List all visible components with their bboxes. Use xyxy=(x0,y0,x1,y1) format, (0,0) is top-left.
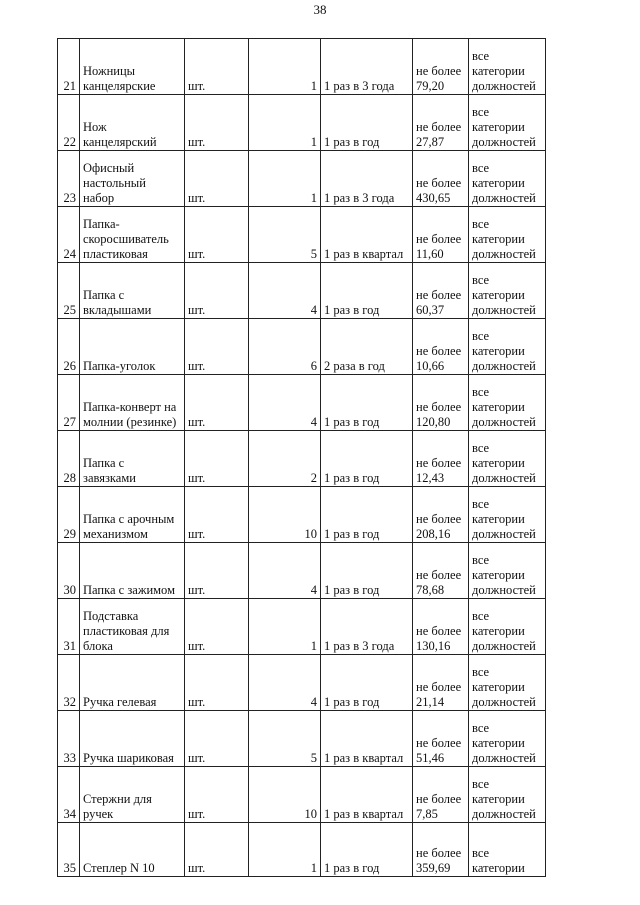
page-number: 38 xyxy=(313,2,327,17)
usage-period-cell: 1 раз в год xyxy=(321,543,413,599)
row-number-cell: 32 xyxy=(58,655,80,711)
max-price-cell: не более 11,60 xyxy=(413,207,469,263)
quantity-cell: 1 xyxy=(249,599,321,655)
max-price-cell: не более 208,16 xyxy=(413,487,469,543)
quantity-cell: 4 xyxy=(249,655,321,711)
table-row xyxy=(58,599,546,655)
quantity-cell: 10 xyxy=(249,487,321,543)
unit-of-measure-cell: шт. xyxy=(185,823,249,877)
unit-of-measure-cell: шт. xyxy=(185,487,249,543)
row-number-cell: 34 xyxy=(58,767,80,823)
item-name-cell: Подставка пластиковая для блока xyxy=(80,599,185,655)
max-price-cell: не более 10,66 xyxy=(413,319,469,375)
usage-period-cell: 1 раз в квартал xyxy=(321,767,413,823)
table-row xyxy=(58,711,546,767)
row-number-cell: 24 xyxy=(58,207,80,263)
table-row xyxy=(58,487,546,543)
usage-period-cell: 1 раз в квартал xyxy=(321,711,413,767)
quantity-cell: 5 xyxy=(249,207,321,263)
max-price-cell: не более 79,20 xyxy=(413,39,469,95)
item-name-cell: Папка-уголок xyxy=(80,319,185,375)
table-row xyxy=(58,263,546,319)
row-number-cell: 33 xyxy=(58,711,80,767)
quantity-cell: 1 xyxy=(249,151,321,207)
item-name-cell: Степлер N 10 xyxy=(80,823,185,877)
position-category-cell: все категории должностей xyxy=(469,263,546,319)
position-category-cell: все категории должностей xyxy=(469,151,546,207)
item-name-cell: Папка с арочным механизмом xyxy=(80,487,185,543)
item-name-cell: Нож канцелярский xyxy=(80,95,185,151)
unit-of-measure-cell: шт. xyxy=(185,95,249,151)
quantity-cell: 4 xyxy=(249,543,321,599)
unit-of-measure-cell: шт. xyxy=(185,431,249,487)
table-row xyxy=(58,319,546,375)
table-row xyxy=(58,95,546,151)
item-name-cell: Ручка гелевая xyxy=(80,655,185,711)
unit-of-measure-cell: шт. xyxy=(185,599,249,655)
row-number-cell: 26 xyxy=(58,319,80,375)
usage-period-cell: 1 раз в год xyxy=(321,431,413,487)
table-row xyxy=(58,823,546,877)
table-body xyxy=(58,39,546,877)
usage-period-cell: 1 раз в год xyxy=(321,823,413,877)
position-category-cell: все категории должностей xyxy=(469,543,546,599)
usage-period-cell: 1 раз в 3 года xyxy=(321,39,413,95)
position-category-cell: все категории должностей xyxy=(469,767,546,823)
quantity-cell: 10 xyxy=(249,767,321,823)
max-price-cell: не более 12,43 xyxy=(413,431,469,487)
table-row xyxy=(58,375,546,431)
supplies-table xyxy=(57,38,546,877)
max-price-cell: не более 60,37 xyxy=(413,263,469,319)
unit-of-measure-cell: шт. xyxy=(185,151,249,207)
position-category-cell: все категории должностей xyxy=(469,319,546,375)
unit-of-measure-cell: шт. xyxy=(185,767,249,823)
row-number-cell: 35 xyxy=(58,823,80,877)
max-price-cell: не более 359,69 xyxy=(413,823,469,877)
position-category-cell: все категории должностей xyxy=(469,207,546,263)
unit-of-measure-cell: шт. xyxy=(185,263,249,319)
row-number-cell: 23 xyxy=(58,151,80,207)
max-price-cell: не более 78,68 xyxy=(413,543,469,599)
unit-of-measure-cell: шт. xyxy=(185,207,249,263)
unit-of-measure-cell: шт. xyxy=(185,655,249,711)
max-price-cell: не более 7,85 xyxy=(413,767,469,823)
unit-of-measure-cell: шт. xyxy=(185,39,249,95)
row-number-cell: 28 xyxy=(58,431,80,487)
max-price-cell: не более 51,46 xyxy=(413,711,469,767)
position-category-cell: все категории должностей xyxy=(469,39,546,95)
quantity-cell: 1 xyxy=(249,823,321,877)
unit-of-measure-cell: шт. xyxy=(185,319,249,375)
item-name-cell: Офисный настольный набор xyxy=(80,151,185,207)
quantity-cell: 6 xyxy=(249,319,321,375)
position-category-cell: все категории должностей xyxy=(469,599,546,655)
position-category-cell: все категории должностей xyxy=(469,375,546,431)
item-name-cell: Папка с вкладышами xyxy=(80,263,185,319)
max-price-cell: не более 21,14 xyxy=(413,655,469,711)
row-number-cell: 27 xyxy=(58,375,80,431)
table-row xyxy=(58,39,546,95)
usage-period-cell: 1 раз в год xyxy=(321,95,413,151)
row-number-cell: 29 xyxy=(58,487,80,543)
unit-of-measure-cell: шт. xyxy=(185,543,249,599)
table-row xyxy=(58,207,546,263)
quantity-cell: 1 xyxy=(249,39,321,95)
item-name-cell: Ножницы канцелярские xyxy=(80,39,185,95)
table-row xyxy=(58,767,546,823)
position-category-cell: все категории должностей xyxy=(469,655,546,711)
usage-period-cell: 1 раз в год xyxy=(321,263,413,319)
row-number-cell: 21 xyxy=(58,39,80,95)
table-row xyxy=(58,151,546,207)
max-price-cell: не более 130,16 xyxy=(413,599,469,655)
table-row xyxy=(58,655,546,711)
usage-period-cell: 2 раза в год xyxy=(321,319,413,375)
item-name-cell: Папка с завязками xyxy=(80,431,185,487)
position-category-cell: все категории должностей xyxy=(469,711,546,767)
item-name-cell: Ручка шариковая xyxy=(80,711,185,767)
item-name-cell: Стержни для ручек xyxy=(80,767,185,823)
quantity-cell: 4 xyxy=(249,375,321,431)
item-name-cell: Папка с зажимом xyxy=(80,543,185,599)
table-row xyxy=(58,431,546,487)
usage-period-cell: 1 раз в квартал xyxy=(321,207,413,263)
item-name-cell: Папка- скоросшиватель пластиковая xyxy=(80,207,185,263)
position-category-cell: все категории xyxy=(469,823,546,877)
position-category-cell: все категории должностей xyxy=(469,95,546,151)
row-number-cell: 31 xyxy=(58,599,80,655)
row-number-cell: 25 xyxy=(58,263,80,319)
max-price-cell: не более 120,80 xyxy=(413,375,469,431)
quantity-cell: 1 xyxy=(249,95,321,151)
row-number-cell: 22 xyxy=(58,95,80,151)
quantity-cell: 4 xyxy=(249,263,321,319)
usage-period-cell: 1 раз в год xyxy=(321,487,413,543)
usage-period-cell: 1 раз в 3 года xyxy=(321,599,413,655)
usage-period-cell: 1 раз в 3 года xyxy=(321,151,413,207)
usage-period-cell: 1 раз в год xyxy=(321,375,413,431)
item-name-cell: Папка-конверт на молнии (резинке) xyxy=(80,375,185,431)
row-number-cell: 30 xyxy=(58,543,80,599)
quantity-cell: 2 xyxy=(249,431,321,487)
max-price-cell: не более 27,87 xyxy=(413,95,469,151)
position-category-cell: все категории должностей xyxy=(469,431,546,487)
quantity-cell: 5 xyxy=(249,711,321,767)
position-category-cell: все категории должностей xyxy=(469,487,546,543)
table-row xyxy=(58,543,546,599)
max-price-cell: не более 430,65 xyxy=(413,151,469,207)
unit-of-measure-cell: шт. xyxy=(185,711,249,767)
usage-period-cell: 1 раз в год xyxy=(321,655,413,711)
unit-of-measure-cell: шт. xyxy=(185,375,249,431)
